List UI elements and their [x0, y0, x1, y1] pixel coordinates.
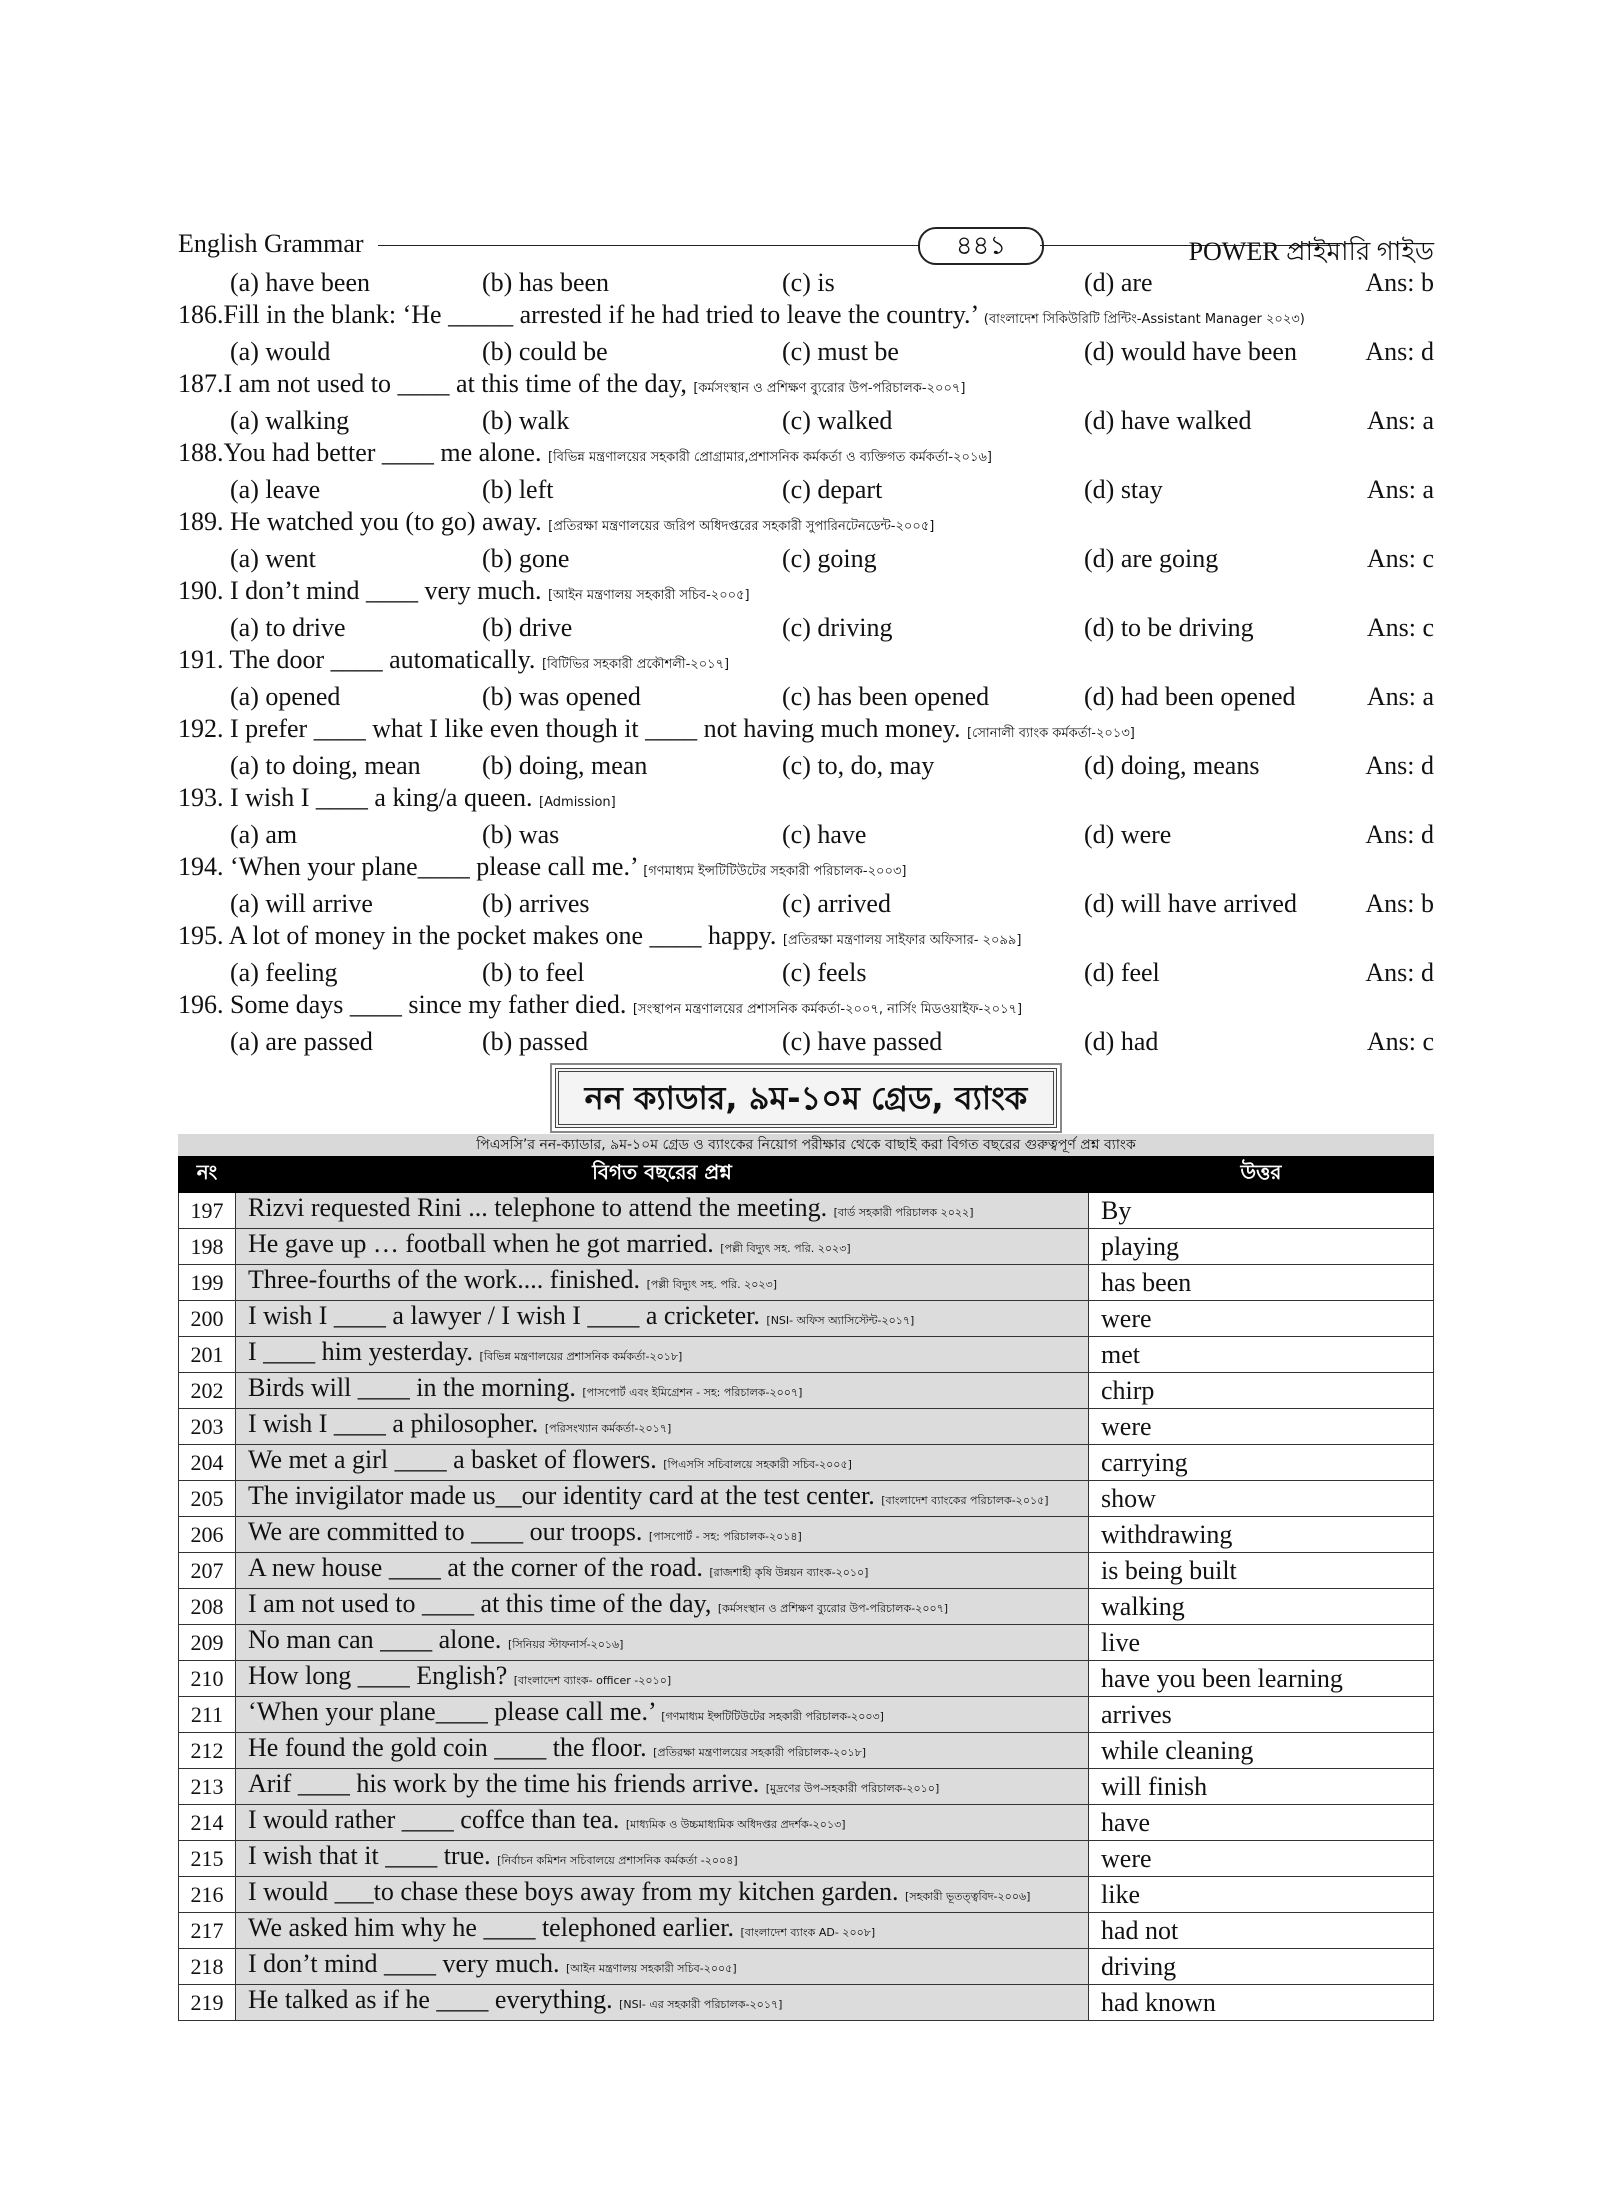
row-question: We asked him why he ____ telephoned earlier.: [248, 1913, 734, 1942]
table-row: [179, 1697, 1434, 1733]
row-answer: have you been learning: [1089, 1661, 1434, 1697]
row-number: 207: [179, 1553, 236, 1589]
page-number: ৪৪১: [918, 227, 1044, 265]
mcq-option: (c) has been opened: [782, 682, 990, 711]
row-question: Birds will ____ in the morning.: [248, 1373, 576, 1402]
mcq-option: (d) had: [1084, 1027, 1159, 1056]
mcq-options: [178, 681, 1434, 713]
row-question-cell: [236, 1229, 1089, 1265]
row-source: [বাংলাদেশ ব্যাংকের পরিচালক-২০১৫]: [881, 1494, 1049, 1507]
row-source: [বিভিন্ন মন্ত্রণালয়ের প্রশাসনিক কর্মকর্তা-২০১৮]: [479, 1350, 683, 1363]
row-number: 211: [179, 1697, 236, 1733]
row-answer: chirp: [1089, 1373, 1434, 1409]
mcq-option: (a) to drive: [230, 613, 346, 642]
row-question-cell: [236, 1769, 1089, 1805]
table-row: [179, 1769, 1434, 1805]
section-subtitle: পিএসসি’র নন-ক্যাডার, ৯ম-১০ম গ্রেড ও ব্যাংকের নিয়োগ পরীক্ষার থেকে বাছাই করা বিগত বছরের গুরুত্বপূর্ণ প্রশ্ন ব্যাংক: [178, 1134, 1434, 1156]
row-question: ‘When your plane____ please call me.’: [248, 1697, 655, 1726]
mcq-option: (d) stay: [1084, 475, 1163, 504]
row-question: He found the gold coin ____ the floor.: [248, 1733, 647, 1762]
mcq-option: (c) driving: [782, 613, 893, 642]
mcq-question-text: 189. He watched you (to go) away.: [178, 507, 542, 536]
mcq-option: (a) are passed: [230, 1027, 373, 1056]
row-number: 198: [179, 1229, 236, 1265]
mcq-answer: Ans: d: [1365, 337, 1434, 366]
row-question-cell: [236, 1301, 1089, 1337]
row-question: I am not used to ____ at this time of the day,: [248, 1589, 712, 1618]
row-question: I wish I ____ a lawyer / I wish I ____ a cricketer.: [248, 1301, 760, 1330]
row-question-cell: [236, 1661, 1089, 1697]
row-number: 208: [179, 1589, 236, 1625]
row-question-cell: [236, 1985, 1089, 2021]
row-source: [প্রতিরক্ষা মন্ত্রণালয়ের সহকারী পরিচালক-২০১৮]: [653, 1746, 867, 1759]
table-row: [179, 1841, 1434, 1877]
mcq-option: (d) would have been: [1084, 337, 1297, 366]
mcq-answer: Ans: b: [1365, 889, 1434, 918]
row-question-cell: [236, 1337, 1089, 1373]
row-question: Three-fourths of the work.... finished.: [248, 1265, 641, 1294]
mcq-options: [178, 474, 1434, 506]
mcq-question-text: 195. A lot of money in the pocket makes one ____ happy.: [178, 921, 777, 950]
row-question: We met a girl ____ a basket of flowers.: [248, 1445, 657, 1474]
row-number: 219: [179, 1985, 236, 2021]
mcq-answer: Ans: a: [1366, 682, 1434, 711]
row-answer: withdrawing: [1089, 1517, 1434, 1553]
table-row: [179, 1517, 1434, 1553]
row-source: [পাসপোর্ট এবং ইমিগ্রেশন - সহ: পরিচালক-২০০৭]: [582, 1386, 803, 1399]
section-title: নন ক্যাডার, ৯ম-১০ম গ্রেড, ব্যাংক: [555, 1068, 1058, 1128]
mcq-answer: Ans: a: [1366, 475, 1434, 504]
row-source: [নির্বাচন কমিশন সচিবালয়ে প্রশাসনিক কর্মকর্তা -২০০৪]: [497, 1854, 738, 1867]
row-question-cell: [236, 1877, 1089, 1913]
mcq-question-text: 193. I wish I ____ a king/a queen.: [178, 783, 533, 812]
row-source: [NSI- অফিস অ্যাসিস্টেন্ট-২০১৭]: [766, 1314, 915, 1327]
row-question: I wish I ____ a philosopher.: [248, 1409, 539, 1438]
mcq-option: (d) doing, means: [1084, 751, 1260, 780]
mcq-option: (a) will arrive: [230, 889, 373, 918]
row-source: [গণমাধ্যম ইন্সটিটিউটের সহকারী পরিচালক-২০০৩]: [661, 1710, 884, 1723]
mcq-options: [178, 750, 1434, 782]
mcq-option: (c) must be: [782, 337, 899, 366]
mcq-option: (c) walked: [782, 406, 893, 435]
mcq-question: [178, 782, 1434, 819]
row-source: [পাসপোর্ট - সহ: পরিচালক-২০১৪]: [648, 1530, 802, 1543]
row-answer: arrives: [1089, 1697, 1434, 1733]
row-number: 203: [179, 1409, 236, 1445]
mcq-source: [Admission]: [539, 795, 616, 810]
table-row: [179, 1409, 1434, 1445]
mcq-source: [গণমাধ্যম ইন্সটিটিউটের সহকারী পরিচালক-২০০৩]: [643, 864, 907, 879]
mcq-source: [কর্মসংস্থান ও প্রশিক্ষণ ব্যুরোর উপ-পরিচালক-২০০৭]: [693, 381, 966, 396]
row-answer: met: [1089, 1337, 1434, 1373]
page: [178, 225, 1434, 2021]
mcq-question: [178, 920, 1434, 957]
row-source: [কর্মসংস্থান ও প্রশিক্ষণ ব্যুরোর উপ-পরিচালক-২০০৭]: [717, 1602, 949, 1615]
row-source: [মাধ্যমিক ও উচ্চমাধ্যমিক অধিদপ্তর প্রদর্শক-২০১৩]: [625, 1818, 846, 1831]
row-question: We are committed to ____ our troops.: [248, 1517, 643, 1546]
mcq-option: (d) have walked: [1084, 406, 1252, 435]
mcq-option: (d) to be driving: [1084, 613, 1254, 642]
mcq-question: [178, 506, 1434, 543]
mcq-source: [বিভিন্ন মন্ত্রণালয়ের সহকারী প্রোগ্রামার,প্রশাসনিক কর্মকর্তা ও ব্যক্তিগত কর্মকর্তা-২০১৬]: [547, 450, 992, 465]
row-source: [পিএসসি সচিবালয়ে সহকারী সচিব-২০০৫]: [663, 1458, 852, 1471]
row-number: 212: [179, 1733, 236, 1769]
table-row: [179, 1733, 1434, 1769]
mcq-option: (c) have: [782, 820, 867, 849]
row-question: He talked as if he ____ everything.: [248, 1985, 613, 2014]
row-question-cell: [236, 1517, 1089, 1553]
mcq-question-text: 192. I prefer ____ what I like even though it ____ not having much money.: [178, 714, 961, 743]
row-source: [পল্লী বিদ্যুৎ সহ. পরি. ২০২৩]: [720, 1242, 851, 1255]
mcq-answer: Ans: d: [1365, 958, 1434, 987]
mcq-answer: Ans: c: [1366, 544, 1434, 573]
mcq-option: (a) walking: [230, 406, 350, 435]
header-number: নং: [179, 1157, 236, 1193]
mcq-option: (b) was: [482, 820, 560, 849]
mcq-option: (b) arrives: [482, 889, 590, 918]
row-question-cell: [236, 1373, 1089, 1409]
table-row: [179, 1625, 1434, 1661]
row-number: 202: [179, 1373, 236, 1409]
mcq-option: (a) leave: [230, 475, 321, 504]
row-question-cell: [236, 1481, 1089, 1517]
question-bank-table: [178, 1156, 1434, 2021]
row-question: Arif ____ his work by the time his friends arrive.: [248, 1769, 760, 1798]
table-row: [179, 1265, 1434, 1301]
row-answer: will finish: [1089, 1769, 1434, 1805]
mcq-option: (a) to doing, mean: [230, 751, 421, 780]
row-question: I would ___to chase these boys away from my kitchen garden.: [248, 1877, 899, 1906]
mcq-question-text: 196. Some days ____ since my father died.: [178, 990, 627, 1019]
mcq-question-text: 187.I am not used to ____ at this time of the day,: [178, 369, 687, 398]
mcq-option: (c) arrived: [782, 889, 891, 918]
row-question: How long ____ English?: [248, 1661, 508, 1690]
table-row: [179, 1661, 1434, 1697]
row-answer: By: [1089, 1193, 1434, 1229]
row-number: 218: [179, 1949, 236, 1985]
table-row: [179, 1229, 1434, 1265]
mcq-option: (a) feeling: [230, 958, 338, 987]
mcq-option: (b) passed: [482, 1027, 589, 1056]
mcq-option: (a) have been: [230, 268, 371, 297]
row-source: [সিনিয়র স্টাফনার্স-২০১৬]: [507, 1638, 624, 1651]
row-source: [সহকারী ভূতত্ত্ববিদ-২০০৬]: [905, 1890, 1031, 1903]
table-row: [179, 1913, 1434, 1949]
mcq-option: (c) have passed: [782, 1027, 943, 1056]
row-answer: had known: [1089, 1985, 1434, 2021]
row-source: [বাংলাদেশ ব্যাংক AD- ২০০৮]: [740, 1926, 876, 1939]
mcq-answer: Ans: c: [1366, 1027, 1434, 1056]
table-row: [179, 1589, 1434, 1625]
row-number: 214: [179, 1805, 236, 1841]
row-question-cell: [236, 1733, 1089, 1769]
row-source: [পরিসংখ্যান কর্মকর্তা-২০১৭]: [544, 1422, 672, 1435]
mcq-option: (a) opened: [230, 682, 341, 711]
mcq-option: (b) has been: [482, 268, 610, 297]
table-row: [179, 1301, 1434, 1337]
mcq-source: (বাংলাদেশ সিকিউরিটি প্রিন্টিং-Assistant Manager ২০২৩): [983, 312, 1305, 327]
table-row: [179, 1985, 1434, 2021]
row-number: 206: [179, 1517, 236, 1553]
mcq-options: [178, 543, 1434, 575]
row-number: 199: [179, 1265, 236, 1301]
row-question: I would rather ____ coffce than tea.: [248, 1805, 620, 1834]
mcq-options: [178, 267, 1434, 299]
mcq-option: (a) would: [230, 337, 331, 366]
row-question-cell: [236, 1697, 1089, 1733]
header-answer: উত্তর: [1089, 1157, 1434, 1193]
row-source: [মুদ্রণের উপ-সহকারী পরিচালক-২০১০]: [765, 1782, 940, 1795]
mcq-option: (d) are going: [1084, 544, 1219, 573]
row-question-cell: [236, 1409, 1089, 1445]
row-question-cell: [236, 1949, 1089, 1985]
section-banner: [178, 1068, 1434, 1130]
row-number: 213: [179, 1769, 236, 1805]
row-number: 205: [179, 1481, 236, 1517]
mcq-option: (c) feels: [782, 958, 867, 987]
row-question-cell: [236, 1553, 1089, 1589]
row-number: 209: [179, 1625, 236, 1661]
table-row: [179, 1877, 1434, 1913]
row-answer: were: [1089, 1409, 1434, 1445]
mcq-question: [178, 368, 1434, 405]
mcq-option: (d) will have arrived: [1084, 889, 1297, 918]
header-book-title: English Grammar: [178, 229, 364, 258]
mcq-option: (d) are: [1084, 268, 1153, 297]
row-source: [বার্ড সহকারী পরিচালক ২০২২]: [833, 1206, 974, 1219]
row-question: I ____ him yesterday.: [248, 1337, 474, 1366]
mcq-answer: Ans: a: [1366, 406, 1434, 435]
row-number: 201: [179, 1337, 236, 1373]
mcq-question: [178, 989, 1434, 1026]
table-body: [179, 1193, 1434, 2021]
mcq-option: (c) going: [782, 544, 877, 573]
header-rule-left: [378, 245, 918, 246]
row-question: A new house ____ at the corner of the road.: [248, 1553, 703, 1582]
mcq-question-text: 191. The door ____ automatically.: [178, 645, 536, 674]
row-answer: show: [1089, 1481, 1434, 1517]
row-number: 216: [179, 1877, 236, 1913]
row-answer: like: [1089, 1877, 1434, 1913]
row-number: 217: [179, 1913, 236, 1949]
mcq-option: (d) were: [1084, 820, 1172, 849]
row-answer: carrying: [1089, 1445, 1434, 1481]
row-question-cell: [236, 1625, 1089, 1661]
table-row: [179, 1337, 1434, 1373]
mcq-question: [178, 437, 1434, 474]
mcq-options: [178, 819, 1434, 851]
row-answer: is being built: [1089, 1553, 1434, 1589]
row-number: 204: [179, 1445, 236, 1481]
table-row: [179, 1805, 1434, 1841]
row-question-cell: [236, 1805, 1089, 1841]
mcq-source: [প্রতিরক্ষা মন্ত্রণালয়ের জরিপ অধিদপ্তরের সহকারী সুপারিনটেনডেন্ট-২০০৫]: [548, 519, 935, 534]
row-number: 200: [179, 1301, 236, 1337]
row-answer: driving: [1089, 1949, 1434, 1985]
row-source: [রাজশাহী কৃষি উন্নয়ন ব্যাংক-২০১০]: [709, 1566, 869, 1579]
row-number: 215: [179, 1841, 236, 1877]
table-row: [179, 1373, 1434, 1409]
mcq-source: [বিটিভির সহকারী প্রকৌশলী-২০১৭]: [541, 657, 730, 672]
mcq-question-text: 190. I don’t mind ____ very much.: [178, 576, 542, 605]
mcq-question-text: 194. ‘When your plane____ please call me.’: [178, 852, 637, 881]
row-question-cell: [236, 1913, 1089, 1949]
mcq-answer: Ans: d: [1365, 820, 1434, 849]
mcq-option: (c) is: [782, 268, 835, 297]
row-answer: were: [1089, 1841, 1434, 1877]
row-question-cell: [236, 1589, 1089, 1625]
row-answer: walking: [1089, 1589, 1434, 1625]
row-answer: were: [1089, 1301, 1434, 1337]
table-header-row: [179, 1157, 1434, 1193]
mcq-options: [178, 957, 1434, 989]
mcq-option: (b) left: [482, 475, 554, 504]
table-row: [179, 1193, 1434, 1229]
mcq-answer: Ans: d: [1365, 751, 1434, 780]
row-answer: while cleaning: [1089, 1733, 1434, 1769]
page-header: [178, 225, 1434, 267]
mcq-source: [প্রতিরক্ষা মন্ত্রণালয় সাইফার অফিসার- ২০৯৯]: [782, 933, 1022, 948]
row-question-cell: [236, 1193, 1089, 1229]
mcq-source: [সংস্থাপন মন্ত্রণালয়ের প্রশাসনিক কর্মকর্তা-২০০৭, নার্সিং মিডওয়াইফ-২০১৭]: [632, 1002, 1023, 1017]
mcq-option: (b) gone: [482, 544, 570, 573]
row-source: [পল্লী বিদ্যুৎ সহ. পরি. ২০২৩]: [646, 1278, 777, 1291]
mcq-option: (b) walk: [482, 406, 570, 435]
row-question-cell: [236, 1841, 1089, 1877]
mcq-option: (b) was opened: [482, 682, 641, 711]
row-answer: playing: [1089, 1229, 1434, 1265]
row-source: [বাংলাদেশ ব্যাংক- officer -২০১০]: [513, 1674, 672, 1687]
mcq-answer: Ans: b: [1365, 268, 1434, 297]
row-question-cell: [236, 1265, 1089, 1301]
row-answer: has been: [1089, 1265, 1434, 1301]
row-answer: had not: [1089, 1913, 1434, 1949]
mcq-source: [আইন মন্ত্রণালয় সহকারী সচিব-২০০৫]: [547, 588, 750, 603]
table-row: [179, 1949, 1434, 1985]
row-question-cell: [236, 1445, 1089, 1481]
mcq-option: (d) feel: [1084, 958, 1160, 987]
row-source: [আইন মন্ত্রণালয় সহকারী সচিব-২০০৫]: [565, 1962, 737, 1975]
mcq-option: (c) depart: [782, 475, 883, 504]
header-series-title: POWER প্রাইমারি গাইড: [1188, 237, 1434, 266]
mcq-answer: Ans: c: [1366, 613, 1434, 642]
mcq-question: [178, 299, 1434, 336]
row-question: The invigilator made us__our identity card at the test center.: [248, 1481, 875, 1510]
mcq-option: (a) went: [230, 544, 316, 573]
mcq-option: (b) to feel: [482, 958, 585, 987]
mcq-options: [178, 336, 1434, 368]
mcq-question: [178, 644, 1434, 681]
header-question: বিগত বছরের প্রশ্ন: [236, 1157, 1089, 1193]
mcq-option: (b) drive: [482, 613, 573, 642]
table-row: [179, 1553, 1434, 1589]
mcq-source: [সোনালী ব্যাংক কর্মকর্তা-২০১৩]: [966, 726, 1135, 741]
mcq-option: (d) had been opened: [1084, 682, 1296, 711]
mcq-option: (a) am: [230, 820, 298, 849]
row-question: He gave up … football when he got married.: [248, 1229, 714, 1258]
mcq-option: (b) could be: [482, 337, 608, 366]
row-question: I don’t mind ____ very much.: [248, 1949, 560, 1978]
mcq-option: (b) doing, mean: [482, 751, 648, 780]
mcq-question: [178, 575, 1434, 612]
mcq-question-text: 188.You had better ____ me alone.: [178, 438, 542, 467]
table-row: [179, 1445, 1434, 1481]
table-row: [179, 1481, 1434, 1517]
row-question: No man can ____ alone.: [248, 1625, 502, 1654]
row-question: Rizvi requested Rini ... telephone to attend the meeting.: [248, 1193, 828, 1222]
mcq-question: [178, 713, 1434, 750]
mcq-question-text: 186.Fill in the blank: ‘He _____ arrested if he had tried to leave the country.’: [178, 300, 978, 329]
mcq-option: (c) to, do, may: [782, 751, 935, 780]
row-answer: live: [1089, 1625, 1434, 1661]
mcq-options: [178, 405, 1434, 437]
row-answer: have: [1089, 1805, 1434, 1841]
row-source: [NSI- এর সহকারী পরিচালক-২০১৭]: [619, 1998, 783, 2011]
mcq-options: [178, 888, 1434, 920]
row-question: I wish that it ____ true.: [248, 1841, 491, 1870]
row-number: 197: [179, 1193, 236, 1229]
row-number: 210: [179, 1661, 236, 1697]
mcq-question: [178, 851, 1434, 888]
mcq-options: [178, 612, 1434, 644]
mcq-list: [178, 267, 1434, 1058]
mcq-options: [178, 1026, 1434, 1058]
